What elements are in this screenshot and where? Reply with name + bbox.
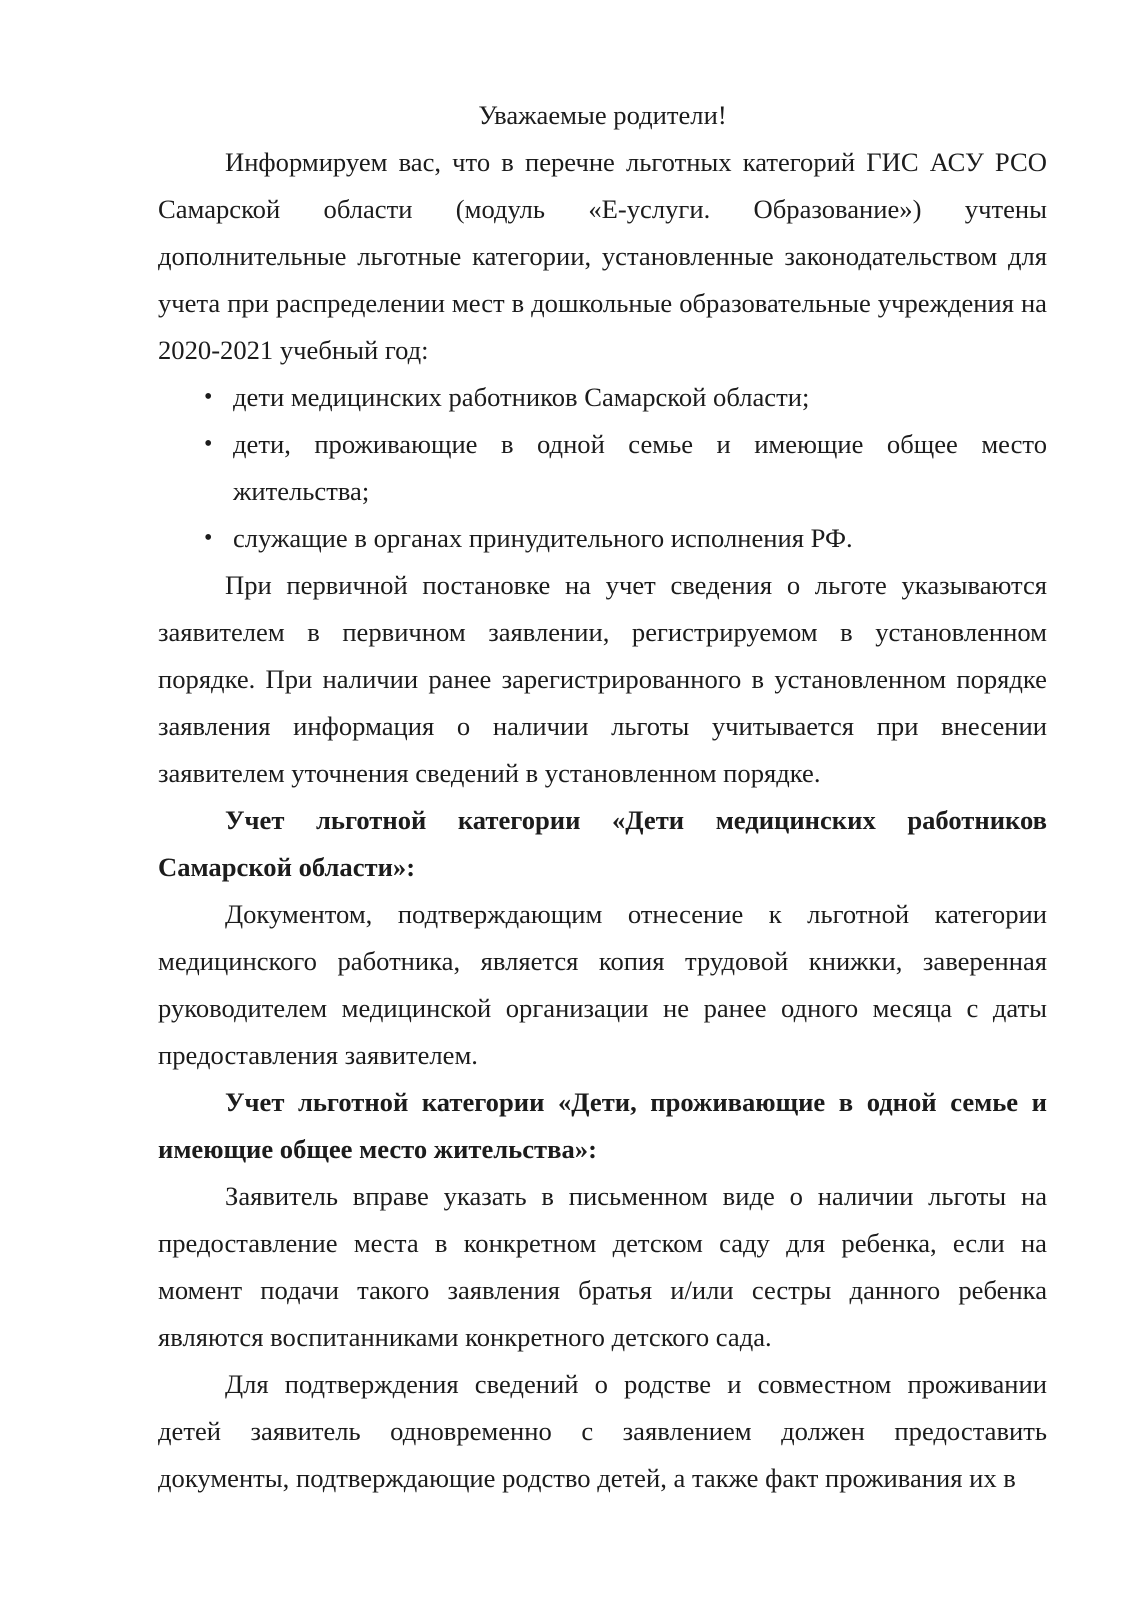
paragraph-family-documents: Для подтверждения сведений о родстве и совместном проживании детей заявитель одновременно с заявлением должен предоставить документы, подтверждающие родство детей, а также факт проживания их в: [158, 1369, 1047, 1493]
list-item-text: дети, проживающие в одной семье и имеющие общее место жительства;: [233, 429, 1047, 506]
document-title: Уважаемые родители!: [478, 100, 727, 130]
bullet-icon: •: [204, 384, 213, 410]
list-item-medical-children: [158, 374, 1047, 421]
heading-medical-category: Учет льготной категории «Дети медицинских работников Самарской области»:: [158, 805, 1047, 882]
privilege-categories-list: [158, 374, 1047, 562]
paragraph-registration: При первичной постановке на учет сведения о льготе указываются заявителем в первичном заявлении, регистрируемом в установленном порядке. При наличии ранее зарегистрированного в установленном порядке заявления информация о наличии льготы учитывается при внесении заявителем уточнения сведений в установленном порядке.: [158, 570, 1047, 788]
list-item-text: дети медицинских работников Самарской области;: [233, 382, 810, 412]
paragraph-medical-document: Документом, подтверждающим отнесение к льготной категории медицинского работника, является копия трудовой книжки, заверенная руководителем медицинской организации не ранее одного месяца с даты предоставления заявителем.: [158, 899, 1047, 1070]
bullet-icon: •: [204, 431, 213, 457]
heading-family-category: Учет льготной категории «Дети, проживающие в одной семье и имеющие общее место жительства»:: [158, 1087, 1047, 1164]
list-item-text: служащие в органах принудительного исполнения РФ.: [233, 523, 853, 553]
paragraph-intro: Информируем вас, что в перечне льготных категорий ГИС АСУ РСО Самарской области (модуль «Е-услуги. Образование») учтены дополнительные льготные категории, установленные законодательством для учета при распределении мест в дошкольные образовательные учреждения на 2020-2021 учебный год:: [158, 147, 1047, 365]
list-item-enforcement-officers: [158, 515, 1047, 562]
paragraph-family-right: Заявитель вправе указать в письменном виде о наличии льготы на предоставление места в конкретном детском саду для ребенка, если на момент подачи такого заявления братья и/или сестры данного ребенка являются воспитанниками конкретного детского сада.: [158, 1181, 1047, 1352]
bullet-icon: •: [204, 525, 213, 551]
list-item-same-family: [158, 421, 1047, 515]
